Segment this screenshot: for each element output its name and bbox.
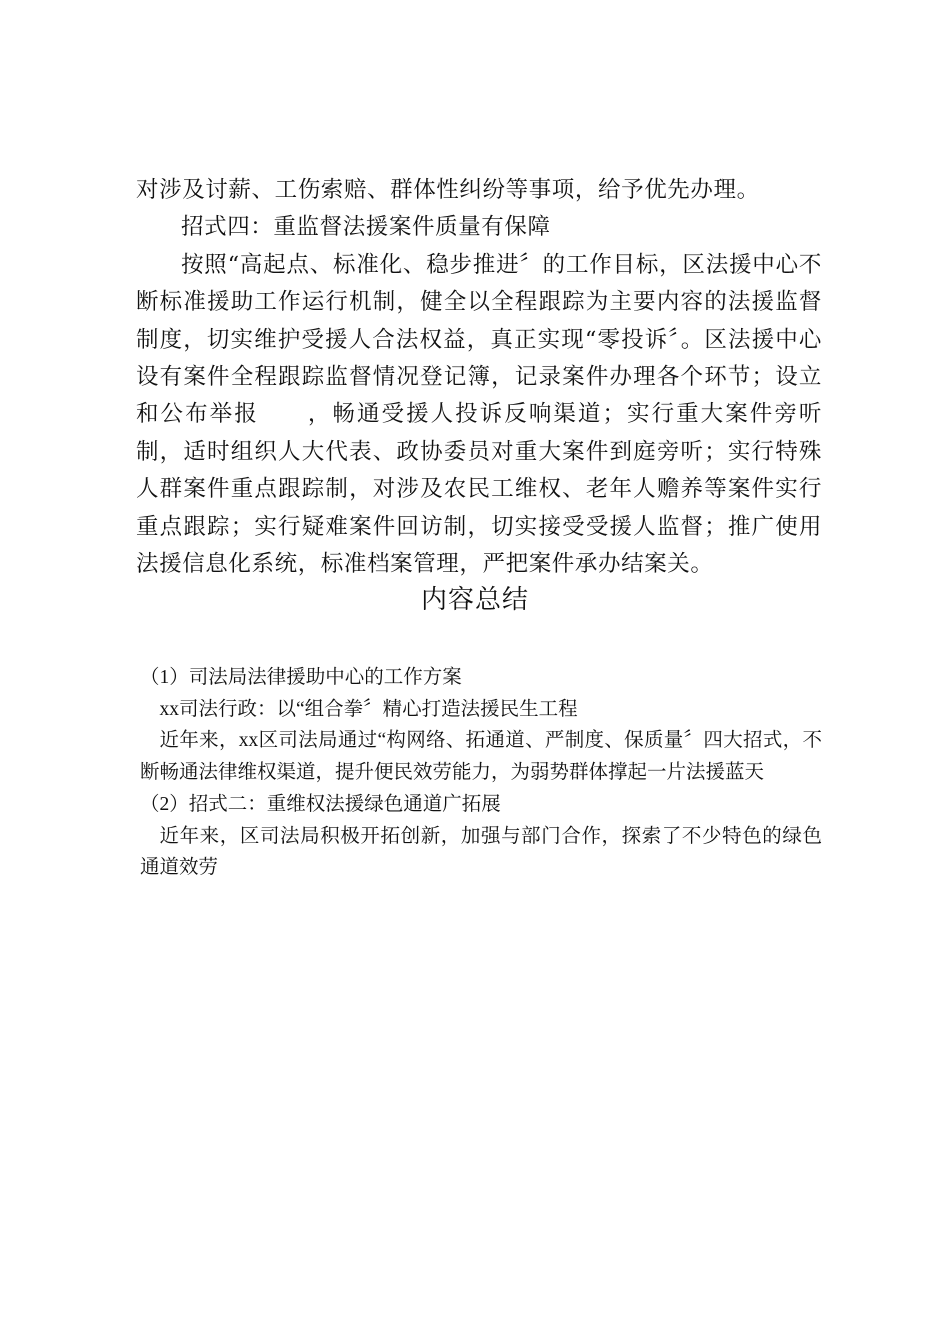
body-paragraph: 对涉及讨薪、工伤索赔、群体性纠纷等事项，给予优先办理。 — [136, 177, 760, 203]
summary-line: 近年来，区司法局积极开拓创新，加强与部门合作，探索了不少特色的绿色通道效劳 — [140, 825, 822, 879]
body-paragraph: 按照“高起点、标准化、稳步推进〞的工作目标，区法援中心不断标准援助工作运行机制，健全以全程跟踪为主要内容的法援监督制度，切实维护受援人合法权益，真正实现“零投诉〞。区法援中心设有案件全程跟踪监督情况登记簿，记录案件办理各个环节；设立和公布举报 ，畅通受援人投诉反响渠道；实行重大案件旁听制，适时组织人大代表、政协委员对重大案件到庭旁听；实行特殊人群案件重点跟踪制，对涉及农民工维权、老年人赡养等案件实行重点跟踪；实行疑难案件回访制，切实接受受援人监督；推广使用法援信息化系统，标准档案管理，严把案件承办结案关。 — [136, 251, 822, 578]
summary-line: （2）招式二：重维权法援绿色通道广拓展 — [140, 793, 501, 815]
section-heading: 招式四：重监督法援案件质量有保障 — [181, 214, 551, 241]
document-body — [136, 172, 822, 583]
summary-line: 近年来，xx区司法局通过“构网络、拓通道、严制度、保质量〞四大招式，不断畅通法律维权渠道，提升便民效劳能力，为弱势群体撑起一片法援蓝天 — [140, 730, 822, 784]
summary-title: 内容总结 — [420, 585, 529, 615]
summary-line: xx司法行政：以“组合拳〞精心打造法援民生工程 — [159, 698, 578, 720]
summary-body — [140, 662, 822, 884]
summary-line: （1）司法局法律援助中心的工作方案 — [140, 667, 462, 688]
